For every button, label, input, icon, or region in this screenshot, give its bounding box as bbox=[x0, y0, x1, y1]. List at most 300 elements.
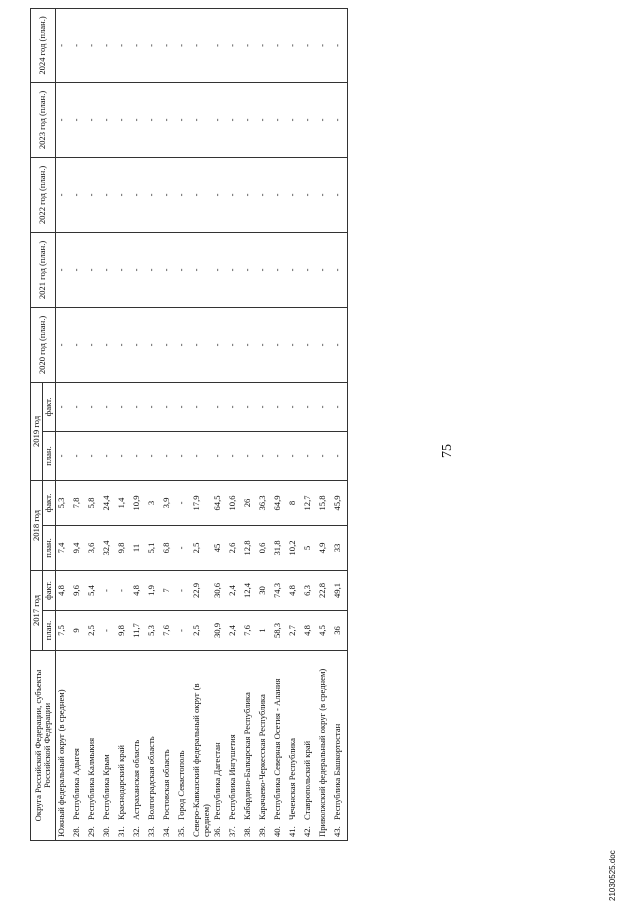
value-cell: - bbox=[116, 157, 131, 232]
value-cell: 2,5 bbox=[191, 525, 212, 570]
value-cell: - bbox=[332, 157, 348, 232]
value-cell: - bbox=[116, 82, 131, 157]
value-cell: - bbox=[317, 157, 332, 232]
value-cell: 9,6 bbox=[71, 570, 86, 610]
row-number: 39. bbox=[257, 826, 268, 837]
header-plan: план. bbox=[43, 611, 55, 651]
table-row bbox=[272, 8, 287, 840]
value-cell: - bbox=[212, 157, 227, 232]
value-cell: - bbox=[257, 157, 272, 232]
value-cell: 1 bbox=[257, 611, 272, 651]
value-cell: 9,8 bbox=[116, 525, 131, 570]
region-cell bbox=[71, 651, 86, 841]
value-cell: 22,9 bbox=[191, 570, 212, 610]
value-cell: - bbox=[332, 382, 348, 431]
value-cell: 12,8 bbox=[242, 525, 257, 570]
region-cell bbox=[55, 651, 71, 841]
value-cell: - bbox=[176, 431, 191, 480]
region-cell bbox=[146, 651, 161, 841]
value-cell: - bbox=[191, 382, 212, 431]
value-cell: - bbox=[71, 382, 86, 431]
value-cell: - bbox=[116, 8, 131, 82]
value-cell: - bbox=[101, 157, 116, 232]
value-cell: 5,4 bbox=[86, 570, 101, 610]
header-fact: факт. bbox=[43, 570, 55, 610]
value-cell: 2,5 bbox=[86, 611, 101, 651]
region-name: Чеченская Республика bbox=[287, 738, 298, 820]
value-cell: - bbox=[176, 570, 191, 610]
value-cell: - bbox=[257, 82, 272, 157]
header-year-2017: 2017 год bbox=[31, 570, 43, 650]
value-cell: - bbox=[191, 307, 212, 382]
value-cell: 1,4 bbox=[116, 480, 131, 525]
value-cell: 15,8 bbox=[317, 480, 332, 525]
region-name: Южный федеральный округ (в среднем) bbox=[55, 689, 66, 837]
region-name: Республика Калмыкия bbox=[85, 737, 96, 820]
value-cell: - bbox=[287, 232, 302, 307]
value-cell: - bbox=[332, 8, 348, 82]
region-name: Республика Башкортостан bbox=[332, 723, 343, 820]
value-cell: - bbox=[287, 431, 302, 480]
value-cell: - bbox=[191, 431, 212, 480]
value-cell: - bbox=[161, 431, 176, 480]
value-cell: - bbox=[317, 8, 332, 82]
value-cell: - bbox=[146, 307, 161, 382]
value-cell: - bbox=[146, 8, 161, 82]
table-row bbox=[302, 8, 317, 840]
value-cell: - bbox=[176, 382, 191, 431]
value-cell: 7,6 bbox=[242, 611, 257, 651]
value-cell: - bbox=[55, 232, 71, 307]
row-number: 37. bbox=[227, 826, 238, 837]
value-cell: - bbox=[131, 157, 146, 232]
value-cell: 5,8 bbox=[86, 480, 101, 525]
value-cell: - bbox=[242, 157, 257, 232]
value-cell: 4,8 bbox=[55, 570, 71, 610]
value-cell: 4,5 bbox=[317, 611, 332, 651]
value-cell: - bbox=[116, 232, 131, 307]
value-cell: - bbox=[55, 307, 71, 382]
value-cell: - bbox=[146, 431, 161, 480]
value-cell: - bbox=[287, 82, 302, 157]
value-cell: - bbox=[332, 431, 348, 480]
table-row bbox=[317, 8, 332, 840]
region-cell bbox=[257, 651, 272, 841]
value-cell: - bbox=[131, 82, 146, 157]
region-cell bbox=[176, 651, 191, 841]
value-cell: - bbox=[272, 157, 287, 232]
value-cell: - bbox=[161, 382, 176, 431]
value-cell: 31,8 bbox=[272, 525, 287, 570]
value-cell: - bbox=[302, 307, 317, 382]
value-cell: - bbox=[287, 8, 302, 82]
table-row bbox=[55, 8, 71, 840]
region-cell bbox=[131, 651, 146, 841]
value-cell: 4,9 bbox=[317, 525, 332, 570]
value-cell: - bbox=[272, 382, 287, 431]
value-cell: 3,6 bbox=[86, 525, 101, 570]
row-number: 41. bbox=[287, 826, 298, 837]
value-cell: 32,4 bbox=[101, 525, 116, 570]
region-cell bbox=[272, 651, 287, 841]
value-cell: 30,6 bbox=[212, 570, 227, 610]
value-cell: - bbox=[86, 232, 101, 307]
value-cell: - bbox=[227, 431, 242, 480]
value-cell: - bbox=[71, 82, 86, 157]
value-cell: - bbox=[242, 382, 257, 431]
header-year-2023: 2023 год (план.) bbox=[31, 82, 56, 157]
region-cell bbox=[101, 651, 116, 841]
value-cell: - bbox=[146, 82, 161, 157]
value-cell: 74,3 bbox=[272, 570, 287, 610]
value-cell: - bbox=[242, 307, 257, 382]
value-cell: - bbox=[161, 8, 176, 82]
value-cell: - bbox=[55, 382, 71, 431]
value-cell: - bbox=[302, 232, 317, 307]
header-region: Округа Российской Федерации, субъекты Российской Федерации bbox=[31, 651, 56, 841]
value-cell: - bbox=[116, 431, 131, 480]
table-row bbox=[287, 8, 302, 840]
value-cell: 45,9 bbox=[332, 480, 348, 525]
value-cell: - bbox=[71, 157, 86, 232]
row-number: 35. bbox=[175, 826, 186, 837]
region-name: Республика Крым bbox=[100, 754, 111, 820]
value-cell: 5,1 bbox=[146, 525, 161, 570]
value-cell: 4,8 bbox=[131, 570, 146, 610]
value-cell: - bbox=[272, 431, 287, 480]
region-cell bbox=[86, 651, 101, 841]
value-cell: 2,4 bbox=[227, 611, 242, 651]
header-year-2019: 2019 год bbox=[31, 382, 43, 480]
row-number: 29. bbox=[85, 826, 96, 837]
value-cell: 36 bbox=[332, 611, 348, 651]
value-cell: - bbox=[257, 431, 272, 480]
value-cell: - bbox=[227, 8, 242, 82]
region-cell bbox=[191, 651, 212, 841]
value-cell: - bbox=[317, 232, 332, 307]
value-cell: - bbox=[176, 611, 191, 651]
indicator-table bbox=[30, 8, 348, 841]
value-cell: 2,4 bbox=[227, 570, 242, 610]
value-cell: - bbox=[71, 8, 86, 82]
value-cell: 64,5 bbox=[212, 480, 227, 525]
value-cell: - bbox=[242, 232, 257, 307]
row-number: 43. bbox=[332, 826, 343, 837]
region-cell bbox=[287, 651, 302, 841]
value-cell: - bbox=[86, 382, 101, 431]
region-name: Северо-Кавказский федеральный округ (в среднем) bbox=[190, 683, 211, 837]
table-row bbox=[212, 8, 227, 840]
value-cell: - bbox=[272, 8, 287, 82]
region-name: Краснодарский край bbox=[115, 744, 126, 820]
value-cell: - bbox=[191, 82, 212, 157]
value-cell: - bbox=[131, 382, 146, 431]
value-cell: - bbox=[272, 82, 287, 157]
table-row bbox=[257, 8, 272, 840]
region-name: Кабардино-Балкарская Республика bbox=[242, 692, 253, 820]
value-cell: 26 bbox=[242, 480, 257, 525]
value-cell: 9,4 bbox=[71, 525, 86, 570]
value-cell: - bbox=[332, 232, 348, 307]
value-cell: 6,3 bbox=[302, 570, 317, 610]
value-cell: - bbox=[191, 8, 212, 82]
value-cell: - bbox=[146, 232, 161, 307]
value-cell: - bbox=[86, 307, 101, 382]
region-name: Республика Ингушетия bbox=[227, 734, 238, 820]
value-cell: - bbox=[101, 382, 116, 431]
region-cell bbox=[242, 651, 257, 841]
value-cell: 2,7 bbox=[287, 611, 302, 651]
table-row bbox=[332, 8, 348, 840]
value-cell: - bbox=[227, 307, 242, 382]
row-number: 32. bbox=[130, 826, 141, 837]
table-row bbox=[146, 8, 161, 840]
value-cell: - bbox=[176, 525, 191, 570]
region-cell bbox=[332, 651, 348, 841]
value-cell: - bbox=[212, 431, 227, 480]
header-year-2020: 2020 год (план.) bbox=[31, 307, 56, 382]
value-cell: 17,9 bbox=[191, 480, 212, 525]
value-cell: - bbox=[242, 82, 257, 157]
value-cell: - bbox=[302, 431, 317, 480]
value-cell: - bbox=[161, 307, 176, 382]
value-cell: 30 bbox=[257, 570, 272, 610]
value-cell: - bbox=[212, 232, 227, 307]
row-number: 31. bbox=[115, 826, 126, 837]
value-cell: - bbox=[227, 82, 242, 157]
value-cell: - bbox=[272, 307, 287, 382]
region-cell bbox=[212, 651, 227, 841]
value-cell: - bbox=[287, 382, 302, 431]
value-cell: - bbox=[302, 8, 317, 82]
value-cell: - bbox=[227, 157, 242, 232]
value-cell: - bbox=[116, 570, 131, 610]
value-cell: 64,9 bbox=[272, 480, 287, 525]
value-cell: 11,7 bbox=[131, 611, 146, 651]
region-name: Город Севастополь bbox=[175, 750, 186, 820]
value-cell: - bbox=[86, 431, 101, 480]
value-cell: - bbox=[55, 8, 71, 82]
value-cell: - bbox=[257, 8, 272, 82]
row-number: 36. bbox=[212, 826, 223, 837]
value-cell: - bbox=[101, 611, 116, 651]
value-cell: - bbox=[257, 232, 272, 307]
value-cell: - bbox=[176, 157, 191, 232]
value-cell: - bbox=[131, 307, 146, 382]
region-name: Приволжский федеральный округ (в среднем) bbox=[317, 668, 328, 837]
value-cell: - bbox=[176, 232, 191, 307]
region-cell bbox=[227, 651, 242, 841]
value-cell: 30,9 bbox=[212, 611, 227, 651]
value-cell: 11 bbox=[131, 525, 146, 570]
value-cell: - bbox=[71, 232, 86, 307]
table-row bbox=[191, 8, 212, 840]
table-row bbox=[176, 8, 191, 840]
row-number: 42. bbox=[302, 826, 313, 837]
region-cell bbox=[116, 651, 131, 841]
value-cell: 4,8 bbox=[302, 611, 317, 651]
row-number: 40. bbox=[272, 826, 283, 837]
region-name: Астраханская область bbox=[130, 739, 141, 820]
value-cell: - bbox=[101, 232, 116, 307]
value-cell: 5 bbox=[302, 525, 317, 570]
value-cell: - bbox=[116, 382, 131, 431]
table-row bbox=[116, 8, 131, 840]
region-name: Республика Адыгея bbox=[70, 748, 81, 820]
region-name: Карачаево-Черкесская Республика bbox=[257, 694, 268, 820]
region-name: Республика Северная Осетия - Алания bbox=[272, 678, 283, 820]
value-cell: - bbox=[86, 8, 101, 82]
value-cell: 7 bbox=[161, 570, 176, 610]
value-cell: - bbox=[86, 157, 101, 232]
value-cell: - bbox=[131, 8, 146, 82]
row-number: 30. bbox=[100, 826, 111, 837]
value-cell: - bbox=[55, 82, 71, 157]
value-cell: 6,8 bbox=[161, 525, 176, 570]
value-cell: 5,3 bbox=[55, 480, 71, 525]
value-cell: 36,3 bbox=[257, 480, 272, 525]
value-cell: 24,4 bbox=[101, 480, 116, 525]
value-cell: - bbox=[101, 307, 116, 382]
row-number: 33. bbox=[145, 826, 156, 837]
value-cell: 10,2 bbox=[287, 525, 302, 570]
value-cell: - bbox=[317, 82, 332, 157]
table-row bbox=[131, 8, 146, 840]
value-cell: - bbox=[71, 307, 86, 382]
region-cell bbox=[317, 651, 332, 841]
value-cell: - bbox=[161, 82, 176, 157]
region-cell bbox=[161, 651, 176, 841]
value-cell: - bbox=[86, 82, 101, 157]
value-cell: 10,9 bbox=[131, 480, 146, 525]
region-name: Ростовская область bbox=[160, 749, 171, 820]
value-cell: 8 bbox=[287, 480, 302, 525]
region-name: Волгоградская область bbox=[145, 736, 156, 820]
region-name: Республика Дагестан bbox=[212, 742, 223, 820]
table-row bbox=[227, 8, 242, 840]
value-cell: 4,8 bbox=[287, 570, 302, 610]
value-cell: - bbox=[116, 307, 131, 382]
footer-filename: 21030525.doc bbox=[608, 850, 617, 901]
value-cell: - bbox=[55, 431, 71, 480]
value-cell: - bbox=[101, 82, 116, 157]
header-year-2018: 2018 год bbox=[31, 480, 43, 570]
value-cell: 12,4 bbox=[242, 570, 257, 610]
value-cell: - bbox=[317, 382, 332, 431]
table-row bbox=[86, 8, 101, 840]
value-cell: - bbox=[227, 232, 242, 307]
value-cell: 2,6 bbox=[227, 525, 242, 570]
value-cell: - bbox=[176, 82, 191, 157]
value-cell: - bbox=[317, 431, 332, 480]
table-row bbox=[71, 8, 86, 840]
value-cell: - bbox=[212, 382, 227, 431]
header-fact: факт. bbox=[43, 382, 55, 431]
page-number: 75 bbox=[440, 444, 455, 458]
value-cell: - bbox=[176, 307, 191, 382]
value-cell: - bbox=[242, 8, 257, 82]
value-cell: - bbox=[55, 157, 71, 232]
value-cell: - bbox=[212, 307, 227, 382]
value-cell: - bbox=[287, 157, 302, 232]
value-cell: 9,8 bbox=[116, 611, 131, 651]
header-year-2024: 2024 год (план.) bbox=[31, 8, 56, 82]
region-name: Ставропольский край bbox=[302, 740, 313, 820]
value-cell: 58,3 bbox=[272, 611, 287, 651]
value-cell: - bbox=[257, 307, 272, 382]
row-number: 38. bbox=[242, 826, 253, 837]
value-cell: 45 bbox=[212, 525, 227, 570]
value-cell: - bbox=[332, 82, 348, 157]
value-cell: 7,4 bbox=[55, 525, 71, 570]
value-cell: 3 bbox=[146, 480, 161, 525]
header-year-2021: 2021 год (план.) bbox=[31, 232, 56, 307]
value-cell: - bbox=[161, 157, 176, 232]
value-cell: 2,5 bbox=[191, 611, 212, 651]
value-cell: - bbox=[176, 8, 191, 82]
table-body bbox=[55, 8, 347, 840]
value-cell: - bbox=[146, 382, 161, 431]
value-cell: - bbox=[332, 307, 348, 382]
value-cell: - bbox=[191, 232, 212, 307]
value-cell: 12,7 bbox=[302, 480, 317, 525]
value-cell: 3,9 bbox=[161, 480, 176, 525]
value-cell: - bbox=[146, 157, 161, 232]
table-row bbox=[161, 8, 176, 840]
header-year-2022: 2022 год (план.) bbox=[31, 157, 56, 232]
value-cell: - bbox=[212, 8, 227, 82]
header-fact: факт. bbox=[43, 480, 55, 525]
value-cell: - bbox=[212, 82, 227, 157]
value-cell: 10,6 bbox=[227, 480, 242, 525]
value-cell: - bbox=[101, 431, 116, 480]
value-cell: - bbox=[176, 480, 191, 525]
value-cell: 9 bbox=[71, 611, 86, 651]
value-cell: 7,8 bbox=[71, 480, 86, 525]
header-plan: план. bbox=[43, 431, 55, 480]
value-cell: 0,6 bbox=[257, 525, 272, 570]
value-cell: - bbox=[317, 307, 332, 382]
value-cell: - bbox=[101, 8, 116, 82]
row-number: 34. bbox=[160, 826, 171, 837]
value-cell: - bbox=[161, 232, 176, 307]
value-cell: 22,8 bbox=[317, 570, 332, 610]
value-cell: - bbox=[287, 307, 302, 382]
table-row bbox=[101, 8, 116, 840]
header-plan: план. bbox=[43, 525, 55, 570]
value-cell: 7,5 bbox=[55, 611, 71, 651]
table-row bbox=[242, 8, 257, 840]
value-cell: 5,3 bbox=[146, 611, 161, 651]
value-cell: - bbox=[272, 232, 287, 307]
value-cell: - bbox=[131, 232, 146, 307]
value-cell: - bbox=[302, 82, 317, 157]
value-cell: - bbox=[302, 382, 317, 431]
value-cell: - bbox=[227, 382, 242, 431]
value-cell: 1,9 bbox=[146, 570, 161, 610]
value-cell: - bbox=[242, 431, 257, 480]
value-cell: - bbox=[71, 431, 86, 480]
row-number: 28. bbox=[70, 826, 81, 837]
value-cell: - bbox=[191, 157, 212, 232]
region-cell bbox=[302, 651, 317, 841]
value-cell: - bbox=[131, 431, 146, 480]
value-cell: 49,1 bbox=[332, 570, 348, 610]
value-cell: 7,6 bbox=[161, 611, 176, 651]
value-cell: - bbox=[257, 382, 272, 431]
value-cell: - bbox=[101, 570, 116, 610]
value-cell: - bbox=[302, 157, 317, 232]
